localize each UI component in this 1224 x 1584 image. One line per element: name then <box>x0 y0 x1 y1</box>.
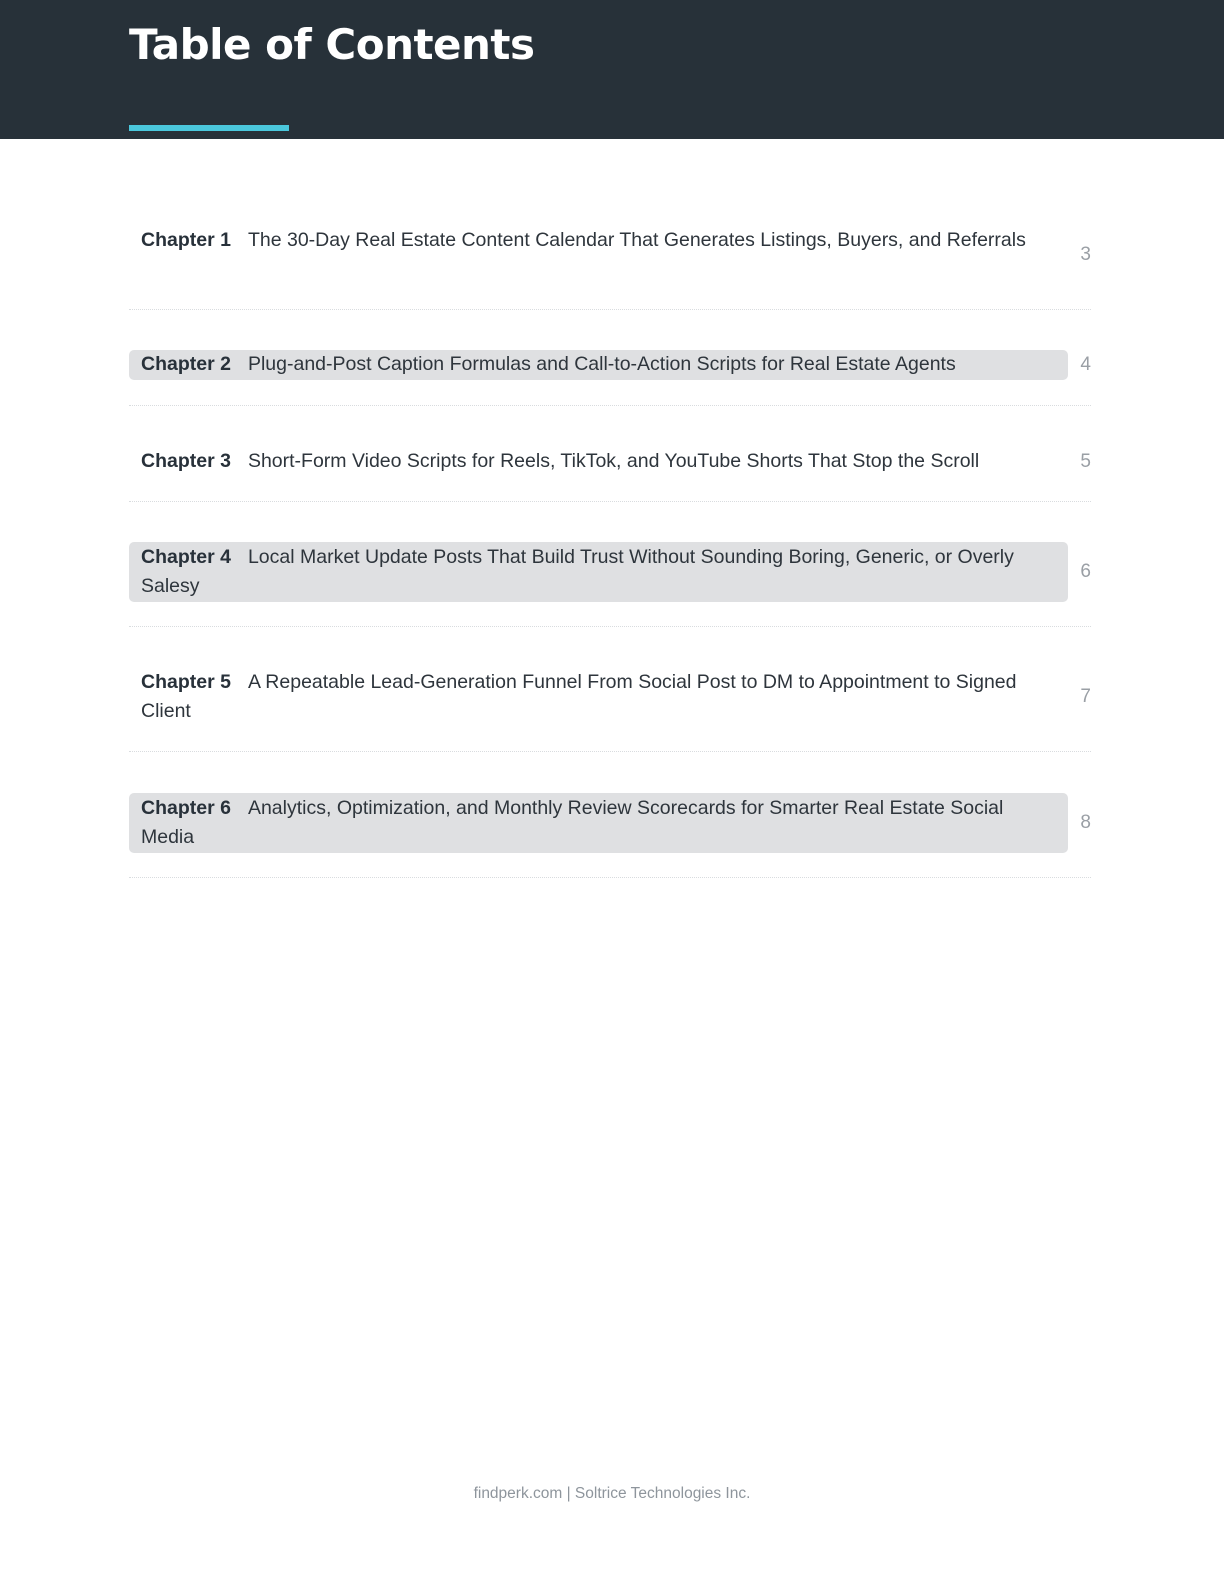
toc-entry-text[interactable] <box>129 350 1068 380</box>
header-banner <box>0 0 1224 139</box>
page-number: 8 <box>1080 812 1091 833</box>
page-number: 5 <box>1080 451 1091 472</box>
page-number: 6 <box>1080 561 1091 582</box>
toc-divider <box>129 501 1091 502</box>
chapter-title: Short-Form Video Scripts for Reels, TikTok, and YouTube Shorts That Stop the Scroll <box>247 450 980 472</box>
page-number: 7 <box>1080 686 1091 707</box>
toc-divider <box>129 309 1091 310</box>
chapter-label: Chapter 4 <box>141 546 231 568</box>
page-footer: findperk.com | Soltrice Technologies Inc. <box>473 1485 751 1502</box>
chapter-label: Chapter 2 <box>141 353 231 375</box>
title-accent-bar <box>129 125 289 131</box>
chapter-label: Chapter 1 <box>141 229 231 251</box>
page-title: Table of Contents <box>129 20 535 69</box>
toc-divider <box>129 405 1091 406</box>
chapter-label: Chapter 6 <box>141 797 231 819</box>
chapter-title: A Repeatable Lead-Generation Funnel From Social Post to DM to Appointment to Signed Client <box>141 671 1017 722</box>
chapter-title: Analytics, Optimization, and Monthly Review Scorecards for Smarter Real Estate Social Media <box>141 797 1004 848</box>
page-number: 3 <box>1080 244 1091 265</box>
toc-divider <box>129 626 1091 627</box>
chapter-title: The 30-Day Real Estate Content Calendar That Generates Listings, Buyers, and Referrals <box>247 229 1026 251</box>
toc-entry-text[interactable] <box>129 542 1068 602</box>
chapter-title: Local Market Update Posts That Build Trust Without Sounding Boring, Generic, or Overly Salesy <box>141 546 1014 597</box>
page-number: 4 <box>1080 354 1091 375</box>
toc-divider <box>129 751 1091 752</box>
toc-entry-text[interactable] <box>129 447 1068 477</box>
toc-entry-text[interactable] <box>129 226 1068 284</box>
toc-divider <box>129 877 1091 878</box>
chapter-label: Chapter 5 <box>141 671 231 693</box>
chapter-label: Chapter 3 <box>141 450 231 472</box>
toc-entry-text[interactable] <box>129 668 1068 726</box>
chapter-title: Plug-and-Post Caption Formulas and Call-to-Action Scripts for Real Estate Agents <box>247 353 956 375</box>
toc-entry-text[interactable] <box>129 793 1068 853</box>
